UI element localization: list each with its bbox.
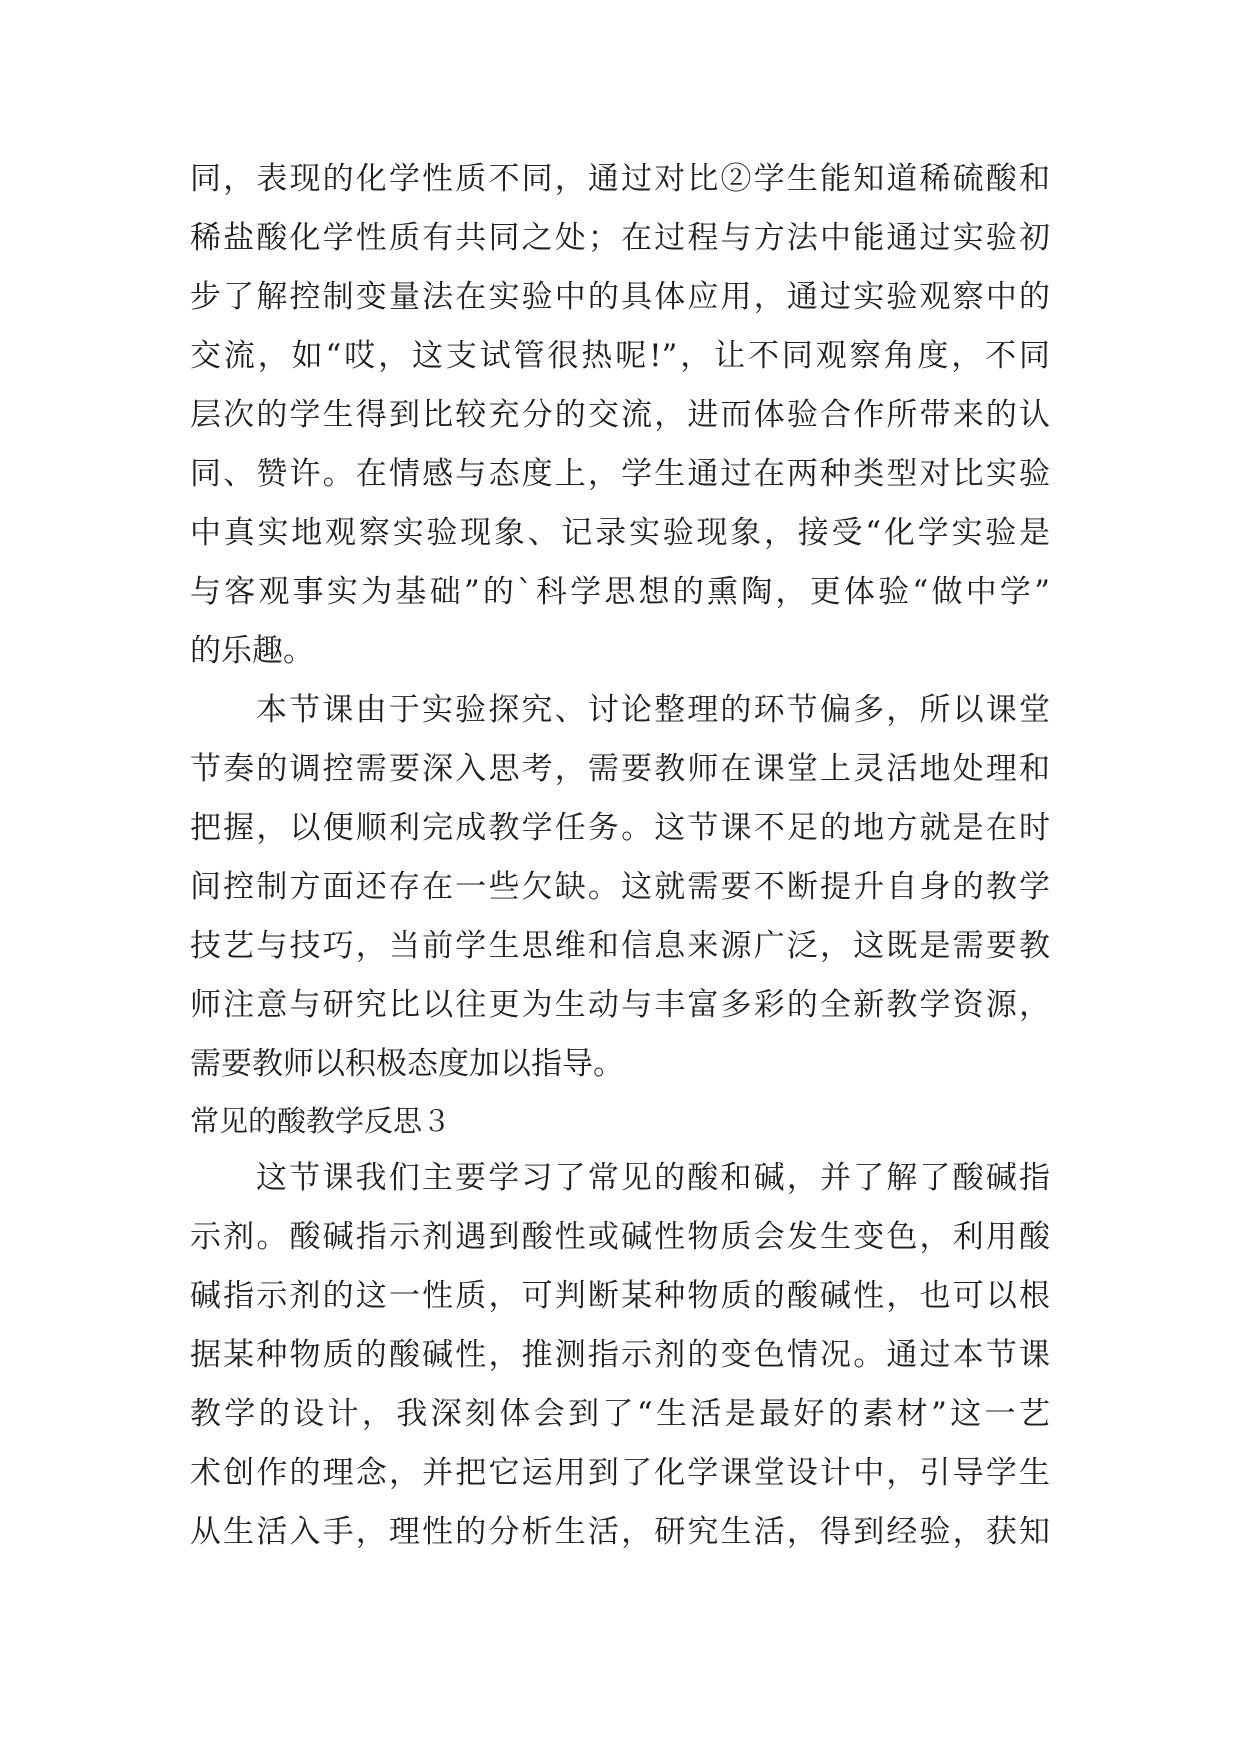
paragraph-1-line: 与客观事实为基础”的`科学思想的熏陶，更体验“做中学” bbox=[190, 574, 1050, 610]
paragraph-1-line: 中真实地观察实验现象、记录实验现象，接受“化学实验是 bbox=[190, 515, 1050, 551]
paragraph-3-line: 据某种物质的酸碱性，推测指示剂的变色情况。通过本节课 bbox=[190, 1337, 1050, 1373]
paragraph-1-line: 层次的学生得到比较充分的交流，进而体验合作所带来的认 bbox=[190, 397, 1050, 433]
paragraph-2-line: 本节课由于实验探究、讨论整理的环节偏多，所以课堂 bbox=[256, 692, 1050, 728]
paragraph-1-line: 交流，如“哎，这支试管很热呢!”，让不同观察角度，不同 bbox=[190, 338, 1050, 374]
paragraph-1-line: 的乐趣。 bbox=[190, 633, 314, 669]
paragraph-1-line: 步了解控制变量法在实验中的具体应用，通过实验观察中的 bbox=[190, 279, 1050, 315]
paragraph-2-line: 技艺与技巧，当前学生思维和信息来源广泛，这既是需要教 bbox=[190, 928, 1050, 964]
paragraph-2-line: 把握，以便顺利完成教学任务。这节课不足的地方就是在时 bbox=[190, 810, 1050, 846]
paragraph-3-line: 碱指示剂的这一性质，可判断某种物质的酸碱性，也可以根 bbox=[190, 1278, 1050, 1314]
paragraph-2-line: 师注意与研究比以往更为生动与丰富多彩的全新教学资源， bbox=[190, 987, 1050, 1023]
paragraph-3-line: 从生活入手，理性的分析生活，研究生活，得到经验，获知 bbox=[190, 1514, 1050, 1550]
paragraph-1-line: 稀盐酸化学性质有共同之处；在过程与方法中能通过实验初 bbox=[190, 220, 1050, 256]
paragraph-2-line: 节奏的调控需要深入思考，需要教师在课堂上灵活地处理和 bbox=[190, 751, 1050, 787]
paragraph-2-line: 需要教师以积极态度加以指导。 bbox=[190, 1046, 624, 1082]
paragraph-1-line: 同，表现的化学性质不同，通过对比②学生能知道稀硫酸和 bbox=[190, 161, 1050, 197]
paragraph-3-line: 这节课我们主要学习了常见的酸和碱，并了解了酸碱指 bbox=[256, 1160, 1050, 1196]
paragraph-3-line: 教学的设计，我深刻体会到了“生活是最好的素材”这一艺 bbox=[190, 1396, 1050, 1432]
section-heading: 常见的酸教学反思３ bbox=[190, 1104, 452, 1138]
paragraph-3-line: 术创作的理念，并把它运用到了化学课堂设计中，引导学生 bbox=[190, 1455, 1050, 1491]
paragraph-3-line: 示剂。酸碱指示剂遇到酸性或碱性物质会发生变色，利用酸 bbox=[190, 1219, 1050, 1255]
paragraph-2-line: 间控制方面还存在一些欠缺。这就需要不断提升自身的教学 bbox=[190, 869, 1050, 905]
paragraph-1-line: 同、赞许。在情感与态度上，学生通过在两种类型对比实验 bbox=[190, 456, 1050, 492]
